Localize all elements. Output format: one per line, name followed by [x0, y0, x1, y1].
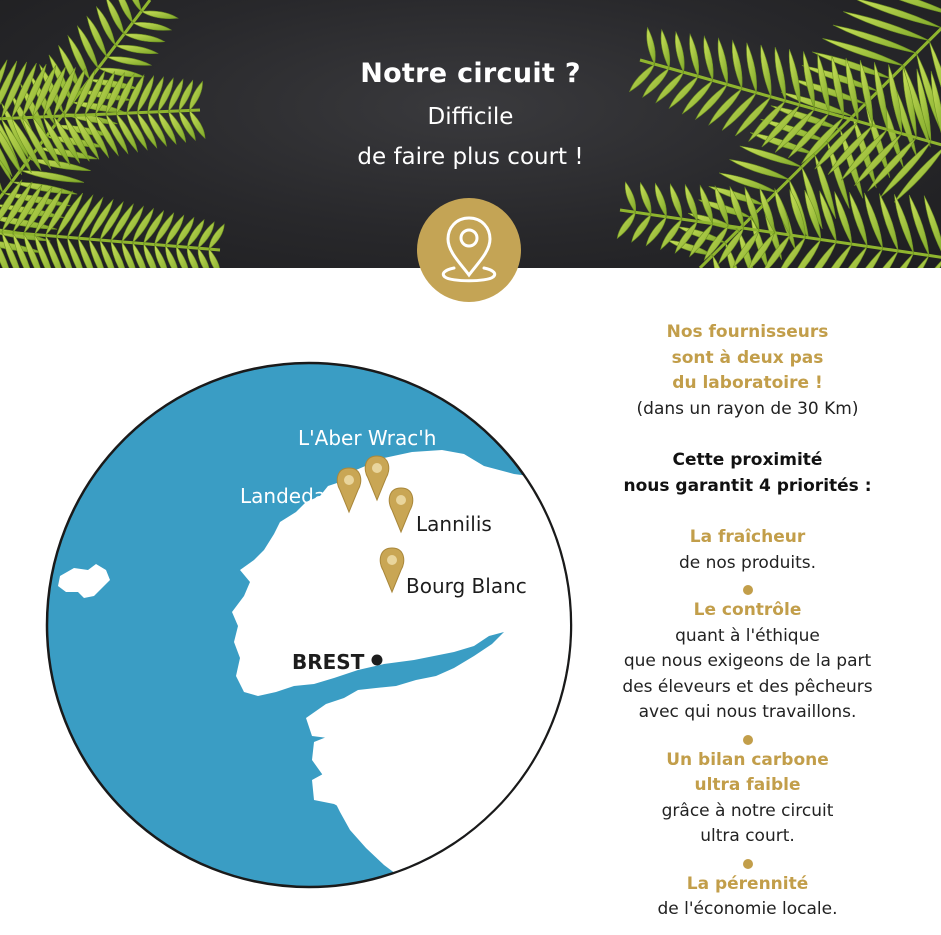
label-bourg-blanc: Bourg Blanc: [406, 574, 527, 598]
hero-title: Notre circuit ?: [360, 58, 581, 89]
priority-2-desc-2: que nous exigeons de la part: [623, 651, 872, 671]
priority-3-title-2: ultra faible: [694, 775, 801, 795]
priorities-heading-2: nous garantit 4 priorités :: [623, 475, 872, 496]
hero-subtitle-line2: de faire plus court !: [357, 144, 584, 170]
bullet-dot: [743, 859, 753, 869]
region-map: [44, 360, 574, 890]
priorities-heading-1: Cette proximité: [672, 450, 823, 470]
priority-2-desc-1: quant à l'éthique: [675, 625, 820, 646]
priority-2-desc-3: des éleveurs et des pêcheurs: [622, 676, 873, 697]
brest-marker: [372, 655, 383, 666]
map-pin-dot: [396, 495, 406, 505]
priority-3-title-1: Un bilan carbone: [666, 749, 829, 770]
location-badge: [417, 198, 521, 302]
intro-line-3: du laboratoire !: [672, 373, 823, 393]
priority-3-desc-1: grâce à notre circuit: [661, 800, 834, 821]
location-pin-icon: [417, 198, 521, 302]
intro-line-1: Nos fournisseurs: [666, 322, 829, 342]
priority-4-desc: de l'économie locale.: [657, 899, 838, 919]
priority-1-title: La fraîcheur: [689, 527, 806, 547]
priority-1-desc: de nos produits.: [678, 552, 817, 573]
label-brest: BREST: [292, 650, 365, 674]
priority-2-title: Le contrôle: [693, 600, 802, 620]
fern-right: [617, 0, 941, 268]
label-landeda: Landeda: [240, 484, 327, 508]
bullet-dot: [743, 735, 753, 745]
fern-left: [0, 0, 224, 268]
priority-4-title: La pérennité: [686, 873, 809, 894]
label-lannilis: Lannilis: [416, 512, 492, 536]
map-pin-dot: [387, 555, 397, 565]
label-aber-wrach: L'Aber Wrac'h: [298, 426, 437, 450]
hero-subtitle-line1: Difficile: [427, 104, 514, 130]
intro-radius: (dans un rayon de 30 Km): [636, 398, 859, 419]
priority-2-desc-4: avec qui nous travaillons.: [638, 702, 857, 722]
map-pin-dot: [344, 475, 354, 485]
bullet-dot: [743, 585, 753, 595]
intro-line-2: sont à deux pas: [671, 347, 824, 368]
info-column: [600, 320, 895, 923]
map-pin-dot: [372, 463, 382, 473]
priority-3-desc-2: ultra court.: [700, 826, 795, 846]
